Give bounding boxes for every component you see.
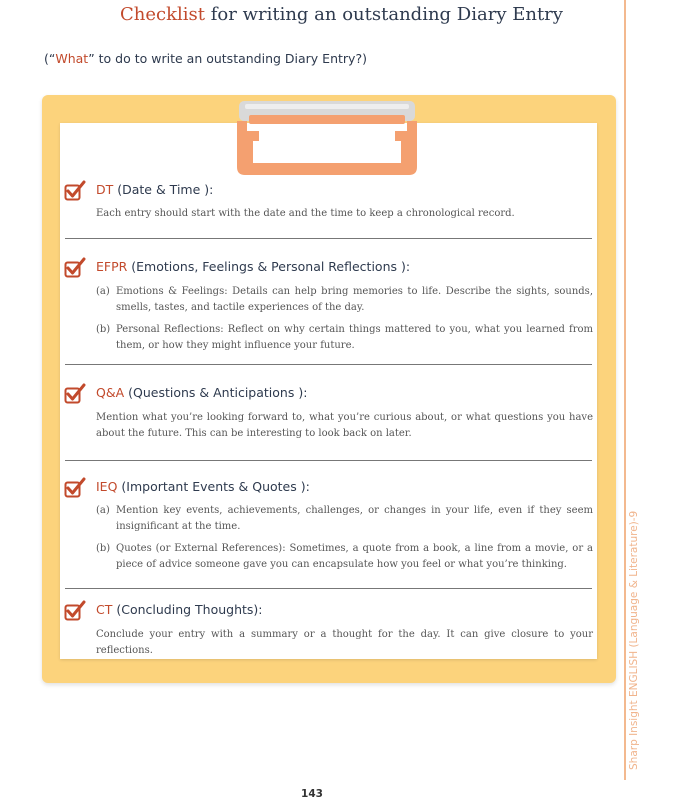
section-divider <box>65 364 592 365</box>
book-title-side: Sharp Insight ENGLISH (Language & Literature)-9 <box>628 510 640 770</box>
list-item <box>96 503 593 535</box>
section-label: (Emotions, Feelings & Personal Reflections ): <box>127 259 411 274</box>
item-text: Quotes (or External References): Sometimes, a quote from a book, a line from a movie, or a piece of advice someone gave you can encapsulate how you feel or what you’re thinking. <box>116 543 593 570</box>
section-label: (Concluding Thoughts): <box>112 602 263 617</box>
subtitle-accent: What <box>55 51 89 66</box>
list-item <box>96 322 593 354</box>
section-label: (Date & Time ): <box>113 182 214 197</box>
subtitle-rest: ” to do to write an outstanding Diary Entry?) <box>88 51 367 66</box>
section-heading <box>96 602 263 617</box>
checkmark-box-icon <box>64 477 86 499</box>
subtitle-open: (“ <box>44 51 56 66</box>
clipboard-clip-icon <box>235 101 419 177</box>
section-list <box>96 284 593 360</box>
item-marker: (b) <box>96 324 111 335</box>
section-code: Q&A <box>96 385 125 400</box>
section-divider <box>65 238 592 239</box>
section-code: CT <box>96 602 113 617</box>
item-marker: (a) <box>96 286 110 297</box>
section-heading <box>96 259 410 274</box>
section-code: DT <box>96 182 114 197</box>
list-item <box>96 541 593 573</box>
item-text: Emotions & Feelings: Details can help bring memories to life. Describe the sights, sounds, smells, tastes, and tactile experiences of the day. <box>116 286 593 313</box>
item-marker: (b) <box>96 543 111 554</box>
item-text: Mention key events, achievements, challenges, or changes in your life, even if they seem insignificant at the time. <box>116 505 593 532</box>
checkmark-box-icon <box>64 600 86 622</box>
section-divider <box>65 588 592 589</box>
section-text: Mention what you’re looking forward to, what you’re curious about, or what questions you have about the future. This can be interesting to look back on later. <box>96 412 593 439</box>
section-heading <box>96 182 213 197</box>
section-label: (Questions & Anticipations ): <box>124 385 308 400</box>
checkmark-box-icon <box>64 383 86 405</box>
section-text: Conclude your entry with a summary or a thought for the day. It can give closure to your reflections. <box>96 629 593 656</box>
title-rest: for writing an outstanding Diary Entry <box>205 4 563 25</box>
section-text: Each entry should start with the date and the time to keep a chronological record. <box>96 208 515 219</box>
section-label: (Important Events & Quotes ): <box>117 479 310 494</box>
page-title <box>0 4 683 25</box>
item-marker: (a) <box>96 505 110 516</box>
section-divider <box>65 460 592 461</box>
page-number: 143 <box>301 788 323 800</box>
margin-rule <box>624 0 626 780</box>
section-code: EFPR <box>96 259 128 274</box>
title-accent: Checklist <box>120 4 206 25</box>
section-code: IEQ <box>96 479 118 494</box>
item-text: Personal Reflections: Reflect on why certain things mattered to you, what you learned from them, or how they might influence your future. <box>116 324 593 351</box>
section-heading <box>96 385 307 400</box>
checkmark-box-icon <box>64 180 86 202</box>
section-heading <box>96 479 310 494</box>
section-list <box>96 503 593 579</box>
list-item <box>96 284 593 316</box>
checkmark-box-icon <box>64 257 86 279</box>
page-subtitle <box>44 51 367 66</box>
